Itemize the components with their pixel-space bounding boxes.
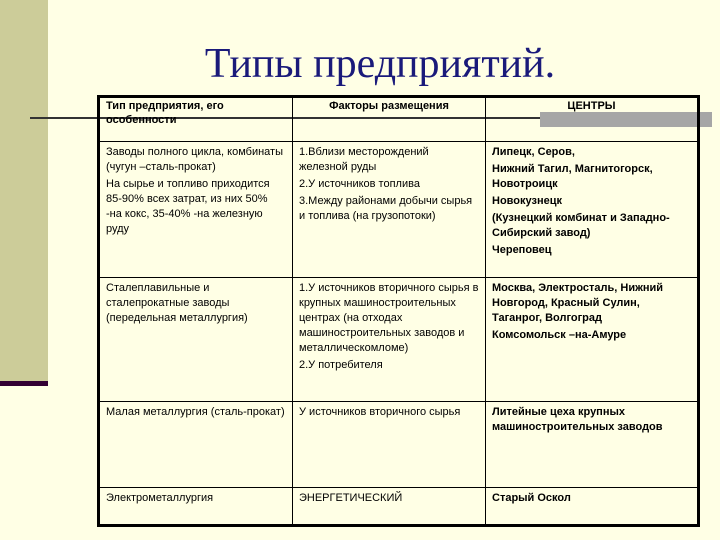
cell-centers — [486, 488, 699, 526]
factors-line: 2.У потребителя — [299, 359, 383, 371]
centers-line: Комсомольск –на-Амуре — [492, 329, 627, 341]
cell-centers — [486, 278, 699, 402]
centers-line: Старый Оскол — [492, 492, 571, 504]
cell-type — [99, 142, 293, 278]
table-row — [99, 488, 699, 526]
cell-type — [99, 488, 293, 526]
cell-factors — [293, 142, 486, 278]
header-type: Тип предприятия, его особенности — [106, 100, 224, 126]
table-row — [99, 278, 699, 402]
decorative-sidebar — [0, 0, 48, 381]
cell-centers — [486, 402, 699, 488]
table-header — [99, 97, 699, 142]
centers-line: Череповец — [492, 244, 552, 256]
header-centers-cell — [486, 97, 699, 142]
cell-factors — [293, 402, 486, 488]
factors-line: 3.Между районами добычи сырья и топлива (на грузопотоки) — [299, 195, 473, 222]
header-factors: Факторы размещения — [329, 100, 449, 112]
cell-type — [99, 278, 293, 402]
factors-line: 1.Вблизи месторождений железной руды — [299, 146, 429, 173]
centers-line: Липецк, Серов, — [492, 146, 575, 158]
type-line: Заводы полного цикла, комбинаты (чугун –сталь-прокат) — [106, 146, 283, 173]
centers-line: Новокузнецк — [492, 195, 562, 207]
header-factors-cell — [293, 97, 486, 142]
type-line: Малая металлургия (сталь-прокат) — [106, 406, 285, 418]
centers-line: Литейные цеха крупных машиностроительных заводов — [492, 406, 663, 433]
table-row — [99, 402, 699, 488]
cell-type — [99, 402, 293, 488]
centers-line: (Кузнецкий комбинат и Западно-Сибирский завод) — [492, 212, 670, 239]
factors-line: 1.У источников вторичного сырья в крупных машиностроительных центрах (на отходах машиностроительных заводов и металлическомломе) — [299, 282, 479, 354]
centers-line: Москва, Электросталь, Нижний Новгород, Красный Сулин, Таганрог, Волгоград — [492, 282, 664, 324]
header-centers: ЦЕНТРЫ — [567, 100, 616, 112]
slide-title: Типы предприятий. — [204, 41, 556, 87]
cell-factors — [293, 278, 486, 402]
cell-factors — [293, 488, 486, 526]
header-type-cell — [99, 97, 293, 142]
factors-line: ЭНЕРГЕТИЧЕСКИЙ — [299, 492, 403, 504]
factors-line: У источников вторичного сырья — [299, 406, 461, 418]
factors-line: 2.У источников топлива — [299, 178, 420, 190]
type-line: Сталеплавильные и сталепрокатные заводы (передельная металлургия) — [106, 282, 248, 324]
decorative-line — [0, 381, 48, 386]
centers-line: Нижний Тагил, Магнитогорск, Новотроицк — [492, 163, 653, 190]
type-line: На сырье и топливо приходится 85-90% всех затрат, из них 50% -на кокс, 35-40% -на железную руду — [106, 178, 270, 235]
table-row — [99, 142, 699, 278]
type-line: Электрометаллургия — [106, 492, 214, 504]
enterprise-types-table — [97, 95, 700, 527]
cell-centers — [486, 142, 699, 278]
